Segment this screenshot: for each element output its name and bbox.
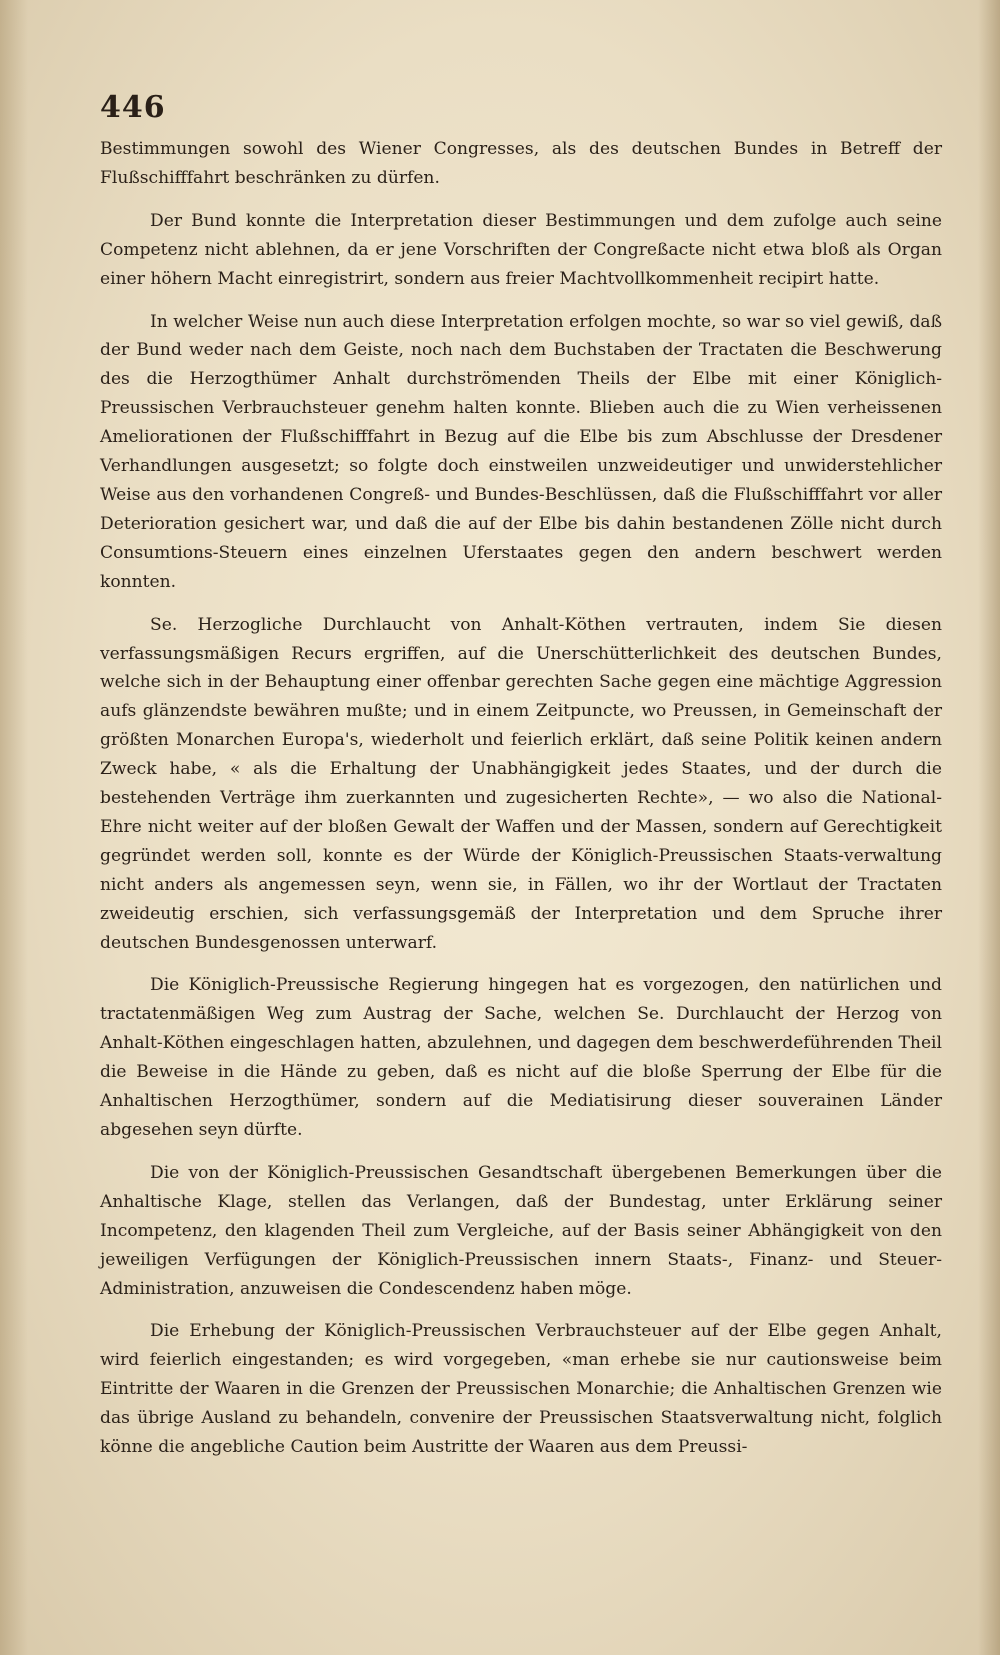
page-shadow-right bbox=[978, 0, 1000, 1655]
paragraph: Se. Herzogliche Durchlaucht von Anhalt-Köthen vertrauten, indem Sie diesen verfassungsmäßigen Recurs ergriffen, auf die Unerschütterlichkeit des deutschen Bundes, welche sich in der Behauptung einer offenbar gerechten Sache gegen eine mächtige Aggression aufs glänzendste bewähren mußte; und in einem Zeitpuncte, wo Preussen, in Gemeinschaft der größten Monarchen Europa's, wiederholt und feierlich erklärt, daß seine Politik keinen andern Zweck habe, « als die Erhaltung der Unabhängigkeit jedes Staates, und der durch die bestehenden Verträge ihm zuerkannten und zugesicherten Rechte», — wo also die National-Ehre nicht weiter auf der bloßen Gewalt der Waffen und der Massen, sondern auf Gerechtigkeit gegründet werden soll, konnte es der Würde der Königlich-Preussischen Staats-verwaltung nicht anders als angemessen seyn, wenn sie, in Fällen, wo ihr der Wortlaut der Tractaten zweideutig erschien, sich verfassungsgemäß der Interpretation und dem Spruche ihrer deutschen Bundesgenossen unterwarf. bbox=[100, 614, 942, 953]
page-shadow-left bbox=[0, 0, 28, 1655]
paragraph: Die von der Königlich-Preussischen Gesandtschaft übergebenen Bemerkungen über die Anhaltische Klage, stellen das Verlangen, daß der Bundestag, unter Erklärung seiner Incompetenz, den klagenden Theil zum Vergleiche, auf der Basis seiner Abhängigkeit von den jeweiligen Verfügungen der Königlich-Preussischen innern Staats-, Finanz- und Steuer-Administration, anzuweisen die Condescendenz haben möge. bbox=[100, 1162, 942, 1299]
body-text bbox=[100, 135, 942, 1476]
paragraph: In welcher Weise nun auch diese Interpretation erfolgen mochte, so war so viel gewiß, daß der Bund weder nach dem Geiste, noch nach dem Buchstaben der Tractaten die Beschwerung des die Herzogthümer Anhalt durchströmenden Theils der Elbe mit einer Königlich-Preussischen Verbrauchsteuer genehm halten konnte. Blieben auch die zu Wien verheissenen Ameliorationen der Flußschifffahrt in Bezug auf die Elbe bis zum Abschlusse der Dresdener Verhandlungen ausgesetzt; so folgte doch einstweilen unzweideutiger und unwiderstehlicher Weise aus den vorhandenen Congreß- und Bundes-Beschlüssen, daß die Flußschifffahrt vor aller Deterioration gesichert war, und daß die auf der Elbe bis dahin bestandenen Zölle nicht durch Consumtions-Steuern eines einzelnen Uferstaates gegen den andern beschwert werden konnten. bbox=[100, 311, 942, 592]
paragraph: Bestimmungen sowohl des Wiener Congresses, als des deutschen Bundes in Betreff der Flußschifffahrt beschränken zu dürfen. bbox=[100, 139, 942, 188]
paragraph: Die Königlich-Preussische Regierung hingegen hat es vorgezogen, den natürlichen und tractatenmäßigen Weg zum Austrag der Sache, welchen Se. Durchlaucht der Herzog von Anhalt-Köthen eingeschlagen hatten, abzulehnen, und dagegen dem beschwerdeführenden Theil die Beweise in die Hände zu geben, daß es nicht auf die bloße Sperrung der Elbe für die Anhaltischen Herzogthümer, sondern auf die Mediatisirung dieser souverainen Länder abgesehen seyn dürfte. bbox=[100, 975, 942, 1140]
page-number: 446 bbox=[100, 90, 166, 125]
paragraph: Der Bund konnte die Interpretation dieser Bestimmungen und dem zufolge auch seine Competenz nicht ablehnen, da er jene Vorschriften der Congreßacte nicht etwa bloß als Organ einer höhern Macht einregistrirt, sondern aus freier Machtvollkommenheit recipirt hatte. bbox=[100, 210, 942, 289]
paragraph: Die Erhebung der Königlich-Preussischen Verbrauchsteuer auf der Elbe gegen Anhalt, wird feierlich eingestanden; es wird vorgegeben, «man erhebe sie nur cautionsweise beim Eintritte der Waaren in die Grenzen der Preussischen Monarchie; die Anhaltischen Grenzen wie das übrige Ausland zu behandeln, convenire der Preussischen Staatsverwaltung nicht, folglich könne die angebliche Caution beim Austritte der Waaren aus dem Preussi- bbox=[100, 1321, 942, 1458]
